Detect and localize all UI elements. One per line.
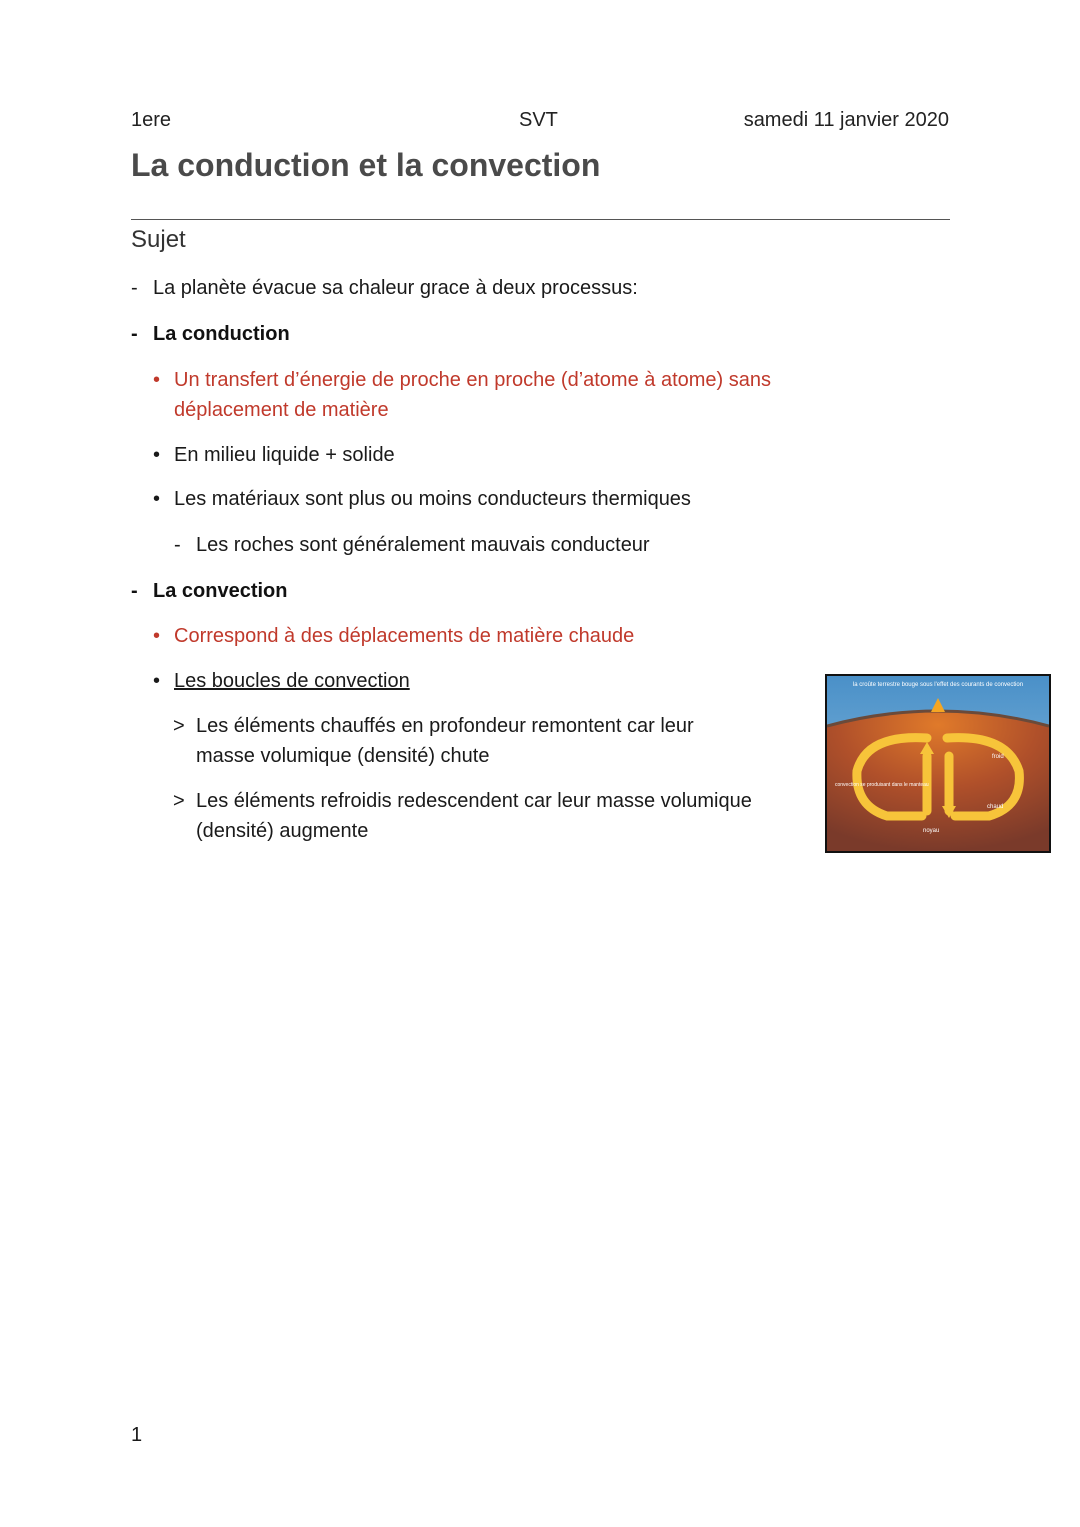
bullet-marker: • — [153, 369, 161, 391]
conduction-point-medium: En milieu liquide + solide — [174, 444, 395, 466]
figure-label-bottom: noyau — [923, 828, 940, 834]
figure-label-hot: chaud — [987, 804, 1004, 810]
figure-label-convection: convection se produisant dans le manteau — [835, 782, 929, 788]
conduction-definition-line2: déplacement de matière — [174, 399, 389, 421]
bullet-marker: • — [153, 488, 161, 510]
convection-loops-heading: Les boucles de convection — [174, 670, 410, 692]
bullet-marker: • — [153, 625, 161, 647]
convection-sink-line2: (densité) augmente — [196, 820, 369, 842]
arrow-marker: > — [173, 715, 185, 737]
convection-rise-line1: Les éléments chauffés en profondeur remontent car leur — [196, 715, 694, 737]
bullet-marker: • — [153, 444, 161, 466]
title-divider — [131, 219, 950, 220]
conduction-heading: La conduction — [153, 323, 290, 345]
section-title: Sujet — [131, 226, 186, 253]
convection-sink-line1: Les éléments refroidis redescendent car leur masse volumique — [196, 790, 752, 812]
convection-definition: Correspond à des déplacements de matière chaude — [174, 625, 635, 647]
convection-rise-line2: masse volumique (densité) chute — [196, 745, 490, 767]
dash-marker: - — [131, 277, 138, 299]
figure-label-cold: froid — [992, 754, 1004, 760]
header-date: samedi 11 janvier 2020 — [743, 109, 949, 131]
dash-marker: - — [174, 534, 181, 556]
bullet-marker: • — [153, 670, 161, 692]
dash-marker: - — [131, 580, 138, 602]
header-subject: SVT — [519, 109, 558, 131]
figure-caption-top: la croûte terrestre bouge sous l'effet des courants de convection — [852, 682, 1024, 688]
arrow-marker: > — [173, 790, 185, 812]
conduction-point-materials: Les matériaux sont plus ou moins conducteurs thermiques — [174, 488, 691, 510]
convection-heading: La convection — [153, 580, 288, 602]
convection-diagram — [825, 674, 1051, 853]
intro-text: La planète évacue sa chaleur grace à deux processus: — [153, 277, 638, 299]
conduction-definition-line1: Un transfert d’énergie de proche en proche (d’atome à atome) sans — [174, 369, 772, 391]
conduction-subpoint-rocks: Les roches sont généralement mauvais conducteur — [196, 534, 650, 556]
dash-marker: - — [131, 323, 138, 345]
page-number: 1 — [131, 1424, 143, 1446]
page-title: La conduction et la convection — [131, 147, 601, 183]
header-level: 1ere — [131, 109, 172, 131]
